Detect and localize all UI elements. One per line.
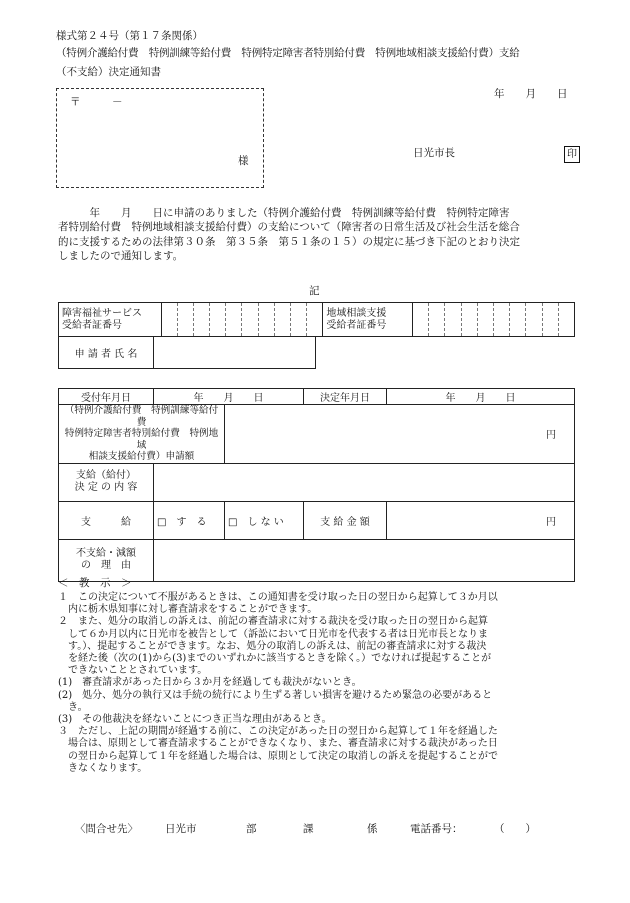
body-line: 的に支援するための法律第３０条 第３５条 第５１条の１５）の規定に基づき下記のとおり決定 bbox=[58, 235, 520, 248]
digit-cell[interactable] bbox=[258, 303, 274, 337]
option-yes[interactable]: □ す る bbox=[154, 501, 225, 539]
seal-mark: 印 bbox=[564, 146, 580, 163]
body-line: 者特別給付費 特例地域相談支援給付費）の支給について（障害者の日常生活及び社会生活を総合 bbox=[58, 221, 520, 234]
title-line-2: （不支給）決定通知書 bbox=[56, 66, 161, 78]
notice-line: ２ また、処分の取消しの訴えは、前記の審査請求に対する裁決を受け取った日の翌日から起算 bbox=[58, 616, 488, 628]
digit-cell[interactable] bbox=[526, 303, 542, 337]
contact-city: 日光市 bbox=[165, 823, 197, 835]
digit-cell[interactable] bbox=[177, 303, 193, 337]
form-number: 様式第２４号（第１７条関係） bbox=[56, 30, 203, 42]
digit-cell[interactable] bbox=[510, 303, 526, 337]
ki-label: 記 bbox=[309, 285, 320, 297]
recipient-suffix: 様 bbox=[238, 155, 249, 167]
notice-line: (1) 審査請求があった日から３か月を経過しても裁決がないとき。 bbox=[58, 677, 362, 689]
body-line: しましたので通知します。 bbox=[58, 249, 184, 262]
service-cert-label: 障害福祉サービス 受給者証番号 bbox=[59, 303, 162, 337]
contact-phone-label: 電話番号： bbox=[410, 823, 463, 835]
notice-line: きなくなります。 bbox=[58, 762, 148, 774]
digit-cell[interactable] bbox=[558, 303, 574, 337]
applied-amount-label: （特例介護給付費 特例訓練等給付費 特例特定障害者特別給付費 特例地域 相談支援給付費）申請額 bbox=[59, 405, 225, 464]
contact-section: 課 bbox=[303, 823, 314, 835]
notice-line: (3) その他裁決を経ないことにつき正当な理由があるとき。 bbox=[58, 714, 332, 726]
notice-line: ３ ただし、上記の期間が経過する前に、この決定があった日の翌日から起算して１年を経過した bbox=[58, 726, 498, 738]
receipt-date-value[interactable]: 年 月 日 bbox=[154, 389, 304, 405]
decision-date-value[interactable]: 年 月 日 bbox=[387, 389, 575, 405]
title-line-1: （特例介護給付費 特例訓練等給付費 特例特定障害者特別給付費 特例地域相談支援給付費）支給 bbox=[56, 47, 520, 59]
digit-cell[interactable] bbox=[493, 303, 509, 337]
payment-label: 支 給 bbox=[59, 501, 154, 539]
date-header: 年 月 日 bbox=[494, 88, 568, 100]
digit-cell[interactable] bbox=[445, 303, 461, 337]
digit-cell[interactable] bbox=[161, 303, 177, 337]
digit-cell[interactable] bbox=[542, 303, 558, 337]
applicant-name-field[interactable] bbox=[154, 337, 316, 369]
digit-cell[interactable] bbox=[477, 303, 493, 337]
decision-content-label: 支給（給付） 決 定 の 内 容 bbox=[59, 463, 154, 501]
digit-cell[interactable] bbox=[413, 303, 429, 337]
contact-dept: 部 bbox=[246, 823, 257, 835]
digit-cell[interactable] bbox=[461, 303, 477, 337]
digit-cell[interactable] bbox=[242, 303, 258, 337]
notice-line: して６か月以内に日光市を被告として（訴訟において日光市を代表する者は日光市長となりま bbox=[58, 628, 488, 640]
payment-amount-label: 支 給 金 額 bbox=[304, 501, 387, 539]
digit-cell[interactable] bbox=[193, 303, 209, 337]
decision-date-label: 決定年月日 bbox=[304, 389, 387, 405]
notice-line: き。 bbox=[58, 701, 88, 713]
notice-line: できないこととされています。 bbox=[58, 665, 208, 677]
decision-table bbox=[58, 388, 575, 582]
decision-content-field[interactable] bbox=[154, 463, 575, 501]
contact-label: 〈問合せ先〉 bbox=[75, 823, 138, 835]
notice-line: の翌日から起算して１年を経過した場合は、原則として決定の取消しの訴えを提起することがで bbox=[58, 750, 498, 762]
option-no[interactable]: □ し な い bbox=[225, 501, 304, 539]
receipt-date-label: 受付年月日 bbox=[59, 389, 154, 405]
digit-cell[interactable] bbox=[210, 303, 226, 337]
digit-cell[interactable] bbox=[291, 303, 307, 337]
consult-cert-label: 地域相談支援 受給者証番号 bbox=[323, 303, 413, 337]
digit-cell[interactable] bbox=[274, 303, 290, 337]
certificate-table bbox=[58, 302, 575, 337]
notice-line: 内に栃木県知事に対し審査請求をすることができます。 bbox=[58, 604, 318, 616]
digit-cell[interactable] bbox=[429, 303, 445, 337]
applied-amount-yen[interactable]: 円 bbox=[225, 405, 575, 464]
reason-field[interactable] bbox=[154, 539, 575, 581]
digit-cell[interactable] bbox=[307, 303, 323, 337]
contact-unit: 係 bbox=[367, 823, 378, 835]
notice-line: を経た後（次の(1)から(3)までのいずれかに該当するときを除く。）でなければ提起することが bbox=[58, 653, 492, 665]
body-paragraph bbox=[58, 206, 578, 263]
notice-line: 場合は、原則として審査請求することができなくなり、また、審査請求に対する裁決があった日 bbox=[58, 738, 498, 750]
notice-line: １ この決定について不服があるときは、この通知書を受け取った日の翌日から起算して３か月以 bbox=[58, 592, 498, 603]
notice-title: ＜ 教 示 ＞ bbox=[58, 577, 132, 589]
reason-label: 不支給・減額 の 理 由 bbox=[59, 539, 154, 581]
payment-amount-yen[interactable]: 円 bbox=[387, 501, 575, 539]
applicant-table bbox=[58, 336, 316, 369]
notice-line: す。）、提起することができます。なお、処分の取消しの訴えは、前記の審査請求に対する裁決 bbox=[58, 640, 487, 652]
notice-list bbox=[58, 592, 588, 775]
postal-mark: 〒 － bbox=[70, 96, 123, 108]
applicant-name-label: 申 請 者 氏 名 bbox=[59, 337, 154, 369]
issuer: 日光市長 bbox=[413, 147, 455, 159]
body-line: 年 月 日に申請のありました（特例介護給付費 特例訓練等給付費 特例特定障害 bbox=[58, 207, 510, 219]
contact-phone-paren: （ ） bbox=[494, 823, 536, 835]
notice-line: (2) 処分、処分の執行又は手続の続行により生ずる著しい損害を避けるため緊急の必要があると bbox=[58, 689, 493, 701]
digit-cell[interactable] bbox=[226, 303, 242, 337]
